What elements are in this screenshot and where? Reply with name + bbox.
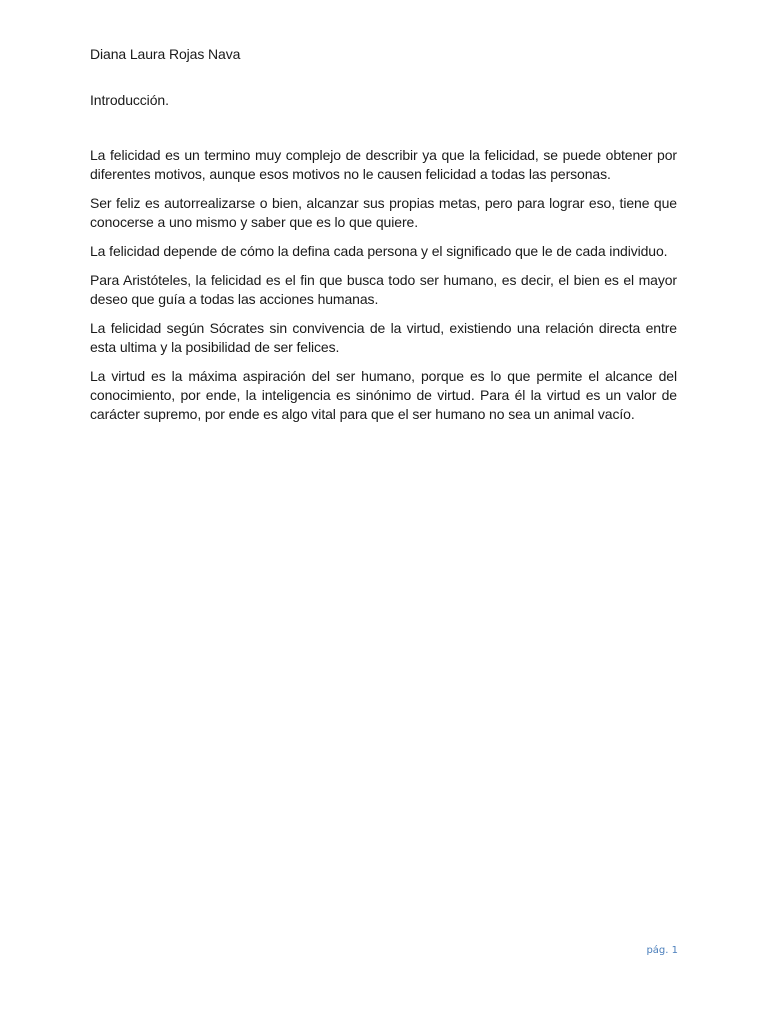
section-heading: Introducción. [90,92,169,108]
paragraph: La virtud es la máxima aspiración del ser humano, porque es lo que permite el alcance del conocimiento, por ende, la inteligencia es sinónimo de virtud. Para él la virtud es un valor de carácter supremo, por ende es algo vital para que el ser humano no sea un animal vacío. [90,368,677,422]
paragraph: La felicidad depende de cómo la defina cada persona y el significado que le de cada individuo. [90,243,668,259]
paragraph: Ser feliz es autorrealizarse o bien, alcanzar sus propias metas, pero para lograr eso, tiene que conocerse a uno mismo y saber que es lo que quiere. [90,195,677,230]
paragraph: Para Aristóteles, la felicidad es el fin que busca todo ser humano, es decir, el bien es el mayor deseo que guía a todas las acciones humanas. [90,272,677,307]
paragraph: La felicidad según Sócrates sin convivencia de la virtud, existiendo una relación directa entre esta ultima y la posibilidad de ser felices. [90,320,677,355]
page-number: pág. 1 [646,945,678,956]
document-body [90,45,677,434]
paragraph: La felicidad es un termino muy complejo de describir ya que la felicidad, se puede obtener por diferentes motivos, aunque esos motivos no le causen felicidad a todas las personas. [90,147,677,182]
author-name: Diana Laura Rojas Nava [90,46,241,62]
paragraph-list [90,146,677,424]
